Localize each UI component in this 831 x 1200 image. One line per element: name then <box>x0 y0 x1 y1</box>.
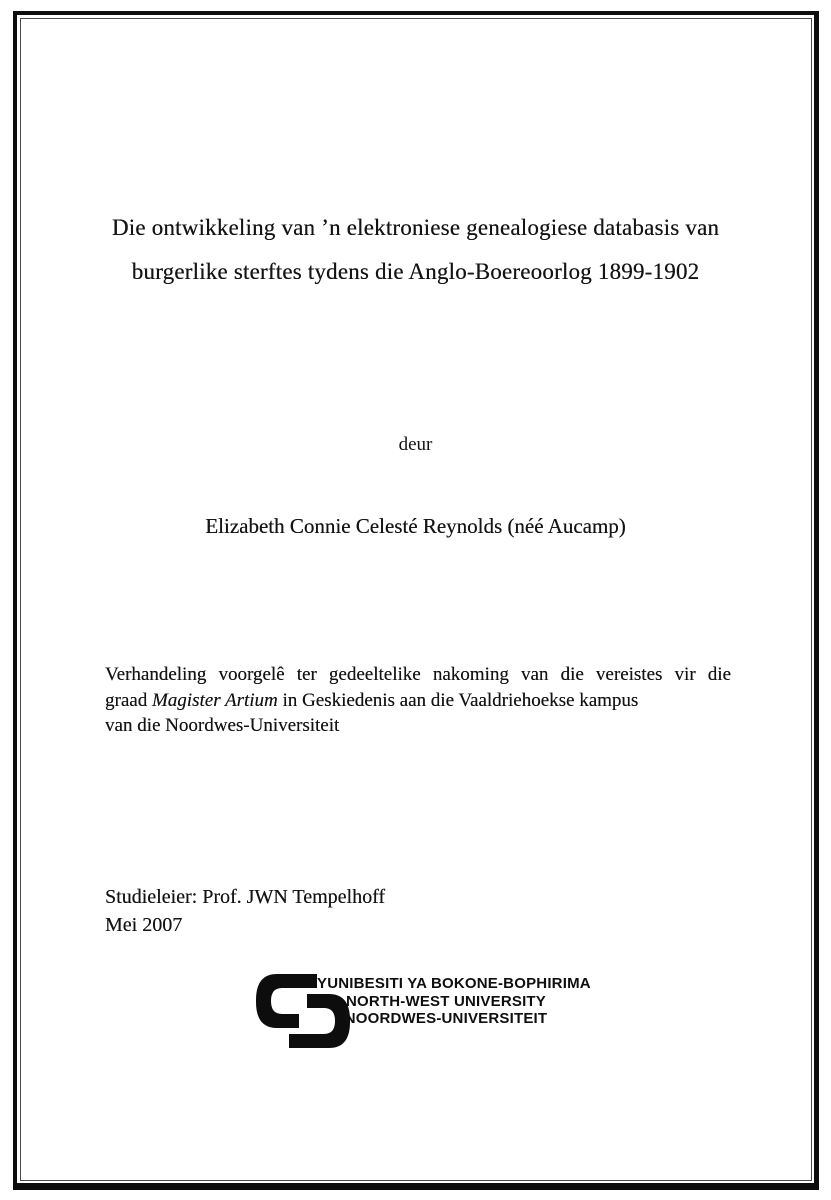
university-logo-text <box>317 975 591 1028</box>
logo-text-line-1: YUNIBESITI YA BOKONE-BOPHIRIMA <box>317 975 591 992</box>
degree-statement-line-2-suffix: in Geskiedenis aan die Vaaldriehoekse kampus <box>277 689 639 711</box>
university-logo <box>253 969 591 1054</box>
title-line-2: burgerlike sterftes tydens die Anglo-Boereoorlog 1899-1902 <box>131 259 700 284</box>
supervisor-line: Studieleier: Prof. JWN Tempelhoff <box>105 886 386 908</box>
byline: deur <box>398 434 433 455</box>
supervisor-block <box>105 884 385 939</box>
author-name: Elizabeth Connie Celesté Reynolds (néé Aucamp) <box>205 514 626 538</box>
degree-statement-line-1: Verhandeling voorgelê ter gedeeltelike nakoming van die vereistes vir die <box>105 664 731 685</box>
title-line-1: Die ontwikkeling van ’n elektroniese genealogiese databasis van <box>111 215 720 240</box>
date-line: Mei 2007 <box>105 913 183 936</box>
degree-statement-line-2-prefix: graad <box>105 689 152 711</box>
logo-text-line-3: NOORDWES-UNIVERSITEIT <box>344 1010 548 1027</box>
degree-statement-line-2 <box>105 688 731 714</box>
thesis-title <box>0 206 831 294</box>
degree-statement-line-3: van die Noordwes-Universiteit <box>105 715 340 736</box>
logo-text-line-2: NORTH-WEST UNIVERSITY <box>345 992 547 1010</box>
degree-statement <box>105 662 731 739</box>
degree-name-italic: Magister Artium <box>151 689 278 711</box>
